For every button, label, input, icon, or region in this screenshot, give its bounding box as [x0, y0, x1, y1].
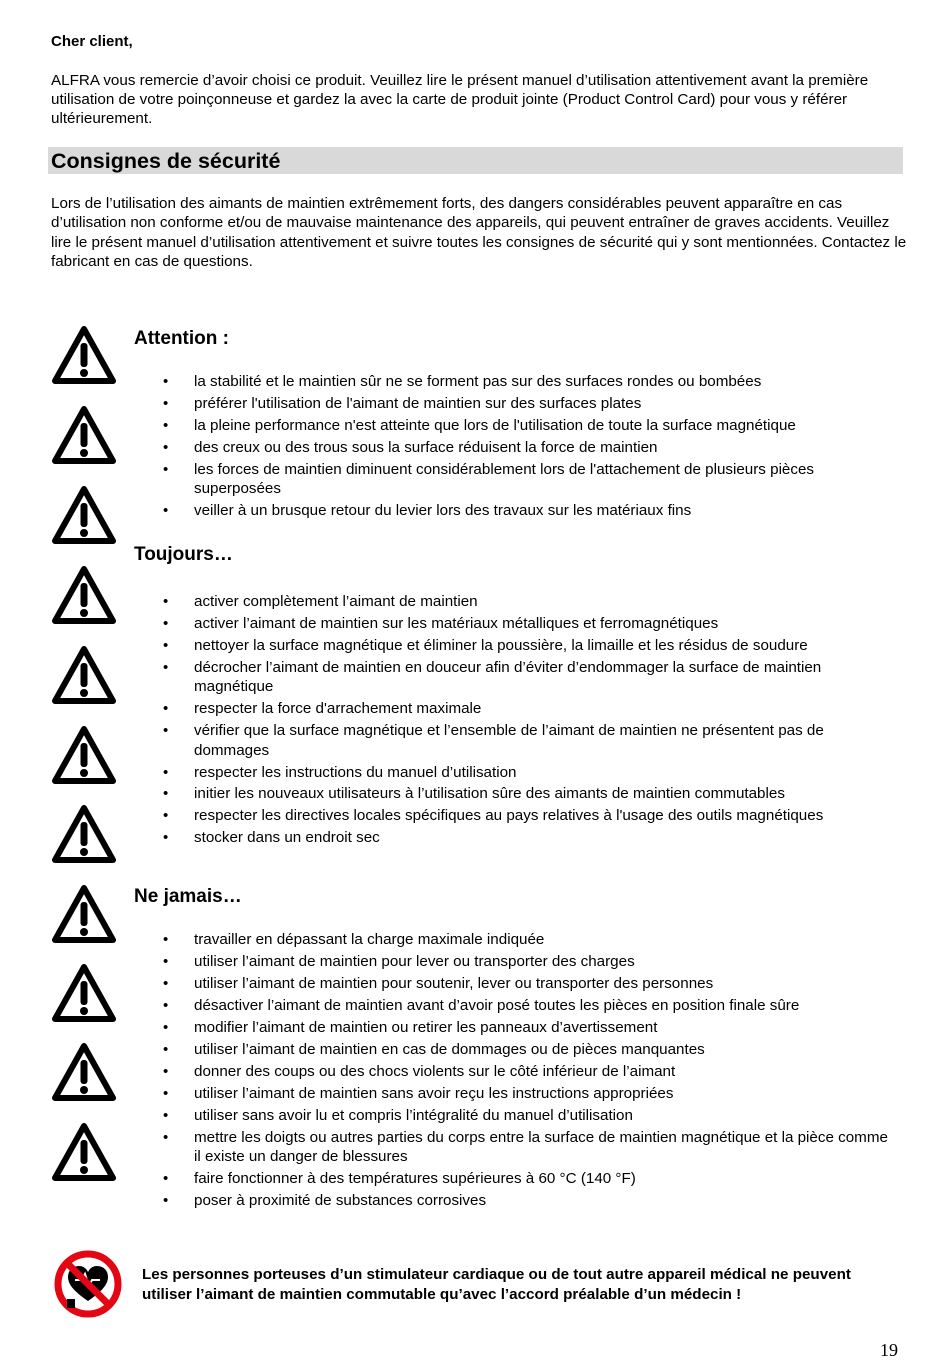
list-item: • stocker dans un endroit sec: [163, 828, 893, 847]
list-item: • la pleine performance n'est atteinte que lors de l'utilisation de toute la surface magnétique: [163, 416, 893, 435]
attention-heading: Attention :: [134, 328, 229, 349]
section-title: Consignes de sécurité: [51, 149, 281, 173]
list-item: • décrocher l’aimant de maintien en douceur afin d’éviter d’endommager la surface de maintien magnétique: [163, 658, 893, 697]
list-item: • mettre les doigts ou autres parties du corps entre la surface de maintien magnétique et la pièce comme il existe un danger de blessures: [163, 1128, 893, 1167]
no-pacemaker-icon: [53, 1249, 123, 1319]
list-item: • la stabilité et le maintien sûr ne se forment pas sur des surfaces rondes ou bombées: [163, 372, 893, 391]
list-item: • préférer l'utilisation de l'aimant de maintien sur des surfaces plates: [163, 394, 893, 413]
warning-triangle-icon: [52, 805, 116, 863]
list-item: • activer complètement l’aimant de maintien: [163, 592, 893, 611]
warning-triangle-icon: [52, 326, 116, 384]
list-item: • activer l’aimant de maintien sur les matériaux métalliques et ferromagnétiques: [163, 614, 893, 633]
pacemaker-warning: Les personnes porteuses d’un stimulateur cardiaque ou de tout autre appareil médical ne peuvent utiliser l’aimant de maintien commutable qu’avec l’accord préalable d’un médecin !: [142, 1266, 851, 1303]
warning-triangle-icon: [52, 964, 116, 1022]
list-item: • nettoyer la surface magnétique et éliminer la poussière, la limaille et les résidus de soudure: [163, 636, 893, 655]
list-item: • utiliser l’aimant de maintien en cas de dommages ou de pièces manquantes: [163, 1040, 893, 1059]
toujours-heading: Toujours…: [134, 544, 233, 565]
list-item: • modifier l’aimant de maintien ou retirer les panneaux d’avertissement: [163, 1018, 893, 1037]
list-item: • respecter la force d'arrachement maximale: [163, 699, 893, 718]
page-number: 19: [880, 1340, 898, 1360]
jamais-heading: Ne jamais…: [134, 886, 242, 907]
list-item: • respecter les instructions du manuel d’utilisation: [163, 763, 893, 782]
list-item: • faire fonctionner à des températures supérieures à 60 °C (140 °F): [163, 1169, 893, 1188]
list-item: • désactiver l’aimant de maintien avant d’avoir posé toutes les pièces en position finale sûre: [163, 996, 893, 1015]
warning-triangle-icon: [52, 566, 116, 624]
list-item: • utiliser l’aimant de maintien sans avoir reçu les instructions appropriées: [163, 1084, 893, 1103]
warning-triangle-icon: [52, 406, 116, 464]
list-item: • respecter les directives locales spécifiques au pays relatives à l'usage des outils magnétiques: [163, 806, 893, 825]
list-item: • utiliser l’aimant de maintien pour soutenir, lever ou transporter des personnes: [163, 974, 893, 993]
list-item: • vérifier que la surface magnétique et l’ensemble de l’aimant de maintien ne présentent pas de dommages: [163, 721, 893, 760]
warning-triangle-icon: [52, 1043, 116, 1101]
warning-triangle-icon: [52, 885, 116, 943]
warning-triangle-icon: [52, 726, 116, 784]
list-item: • donner des coups ou des chocs violents sur le côté inférieur de l’aimant: [163, 1062, 893, 1081]
greeting: Cher client,: [51, 33, 133, 50]
toujours-list: [163, 592, 893, 850]
warning-triangle-icon: [52, 1123, 116, 1181]
list-item: • travailler en dépassant la charge maximale indiquée: [163, 930, 893, 949]
warning-triangle-icon: [52, 646, 116, 704]
list-item: • utiliser sans avoir lu et compris l’intégralité du manuel d’utilisation: [163, 1106, 893, 1125]
list-item: • des creux ou des trous sous la surface réduisent la force de maintien: [163, 438, 893, 457]
list-item: • les forces de maintien diminuent considérablement lors de l'attachement de plusieurs pièces superposées: [163, 460, 893, 499]
list-item: • veiller à un brusque retour du levier lors des travaux sur les matériaux fins: [163, 501, 893, 520]
warning-triangle-icon: [52, 486, 116, 544]
intro-paragraph: ALFRA vous remercie d’avoir choisi ce produit. Veuillez lire le présent manuel d’utilisation attentivement avant la première utilisation de votre poinçonneuse et gardez la avec la carte de produit jointe (Product Control Card) pour vous y référer ultérieurement.: [51, 72, 869, 127]
list-item: • initier les nouveaux utilisateurs à l’utilisation sûre des aimants de maintien commutables: [163, 784, 893, 803]
jamais-list: [163, 930, 893, 1213]
safety-paragraph: Lors de l’utilisation des aimants de maintien extrêmement forts, des dangers considérables peuvent apparaître en cas d’utilisation non conforme et/ou de mauvaise maintenance des appareils, qui peuvent entraîner de graves accidents. Veuillez lire le présent manuel d’utilisation attentivement et suivre toutes les consignes de sécurité qui y sont mentionnées. Contactez le fabricant en cas de questions.: [51, 195, 907, 270]
list-item: • poser à proximité de substances corrosives: [163, 1191, 893, 1210]
attention-list: [163, 372, 893, 523]
list-item: • utiliser l’aimant de maintien pour lever ou transporter des charges: [163, 952, 893, 971]
